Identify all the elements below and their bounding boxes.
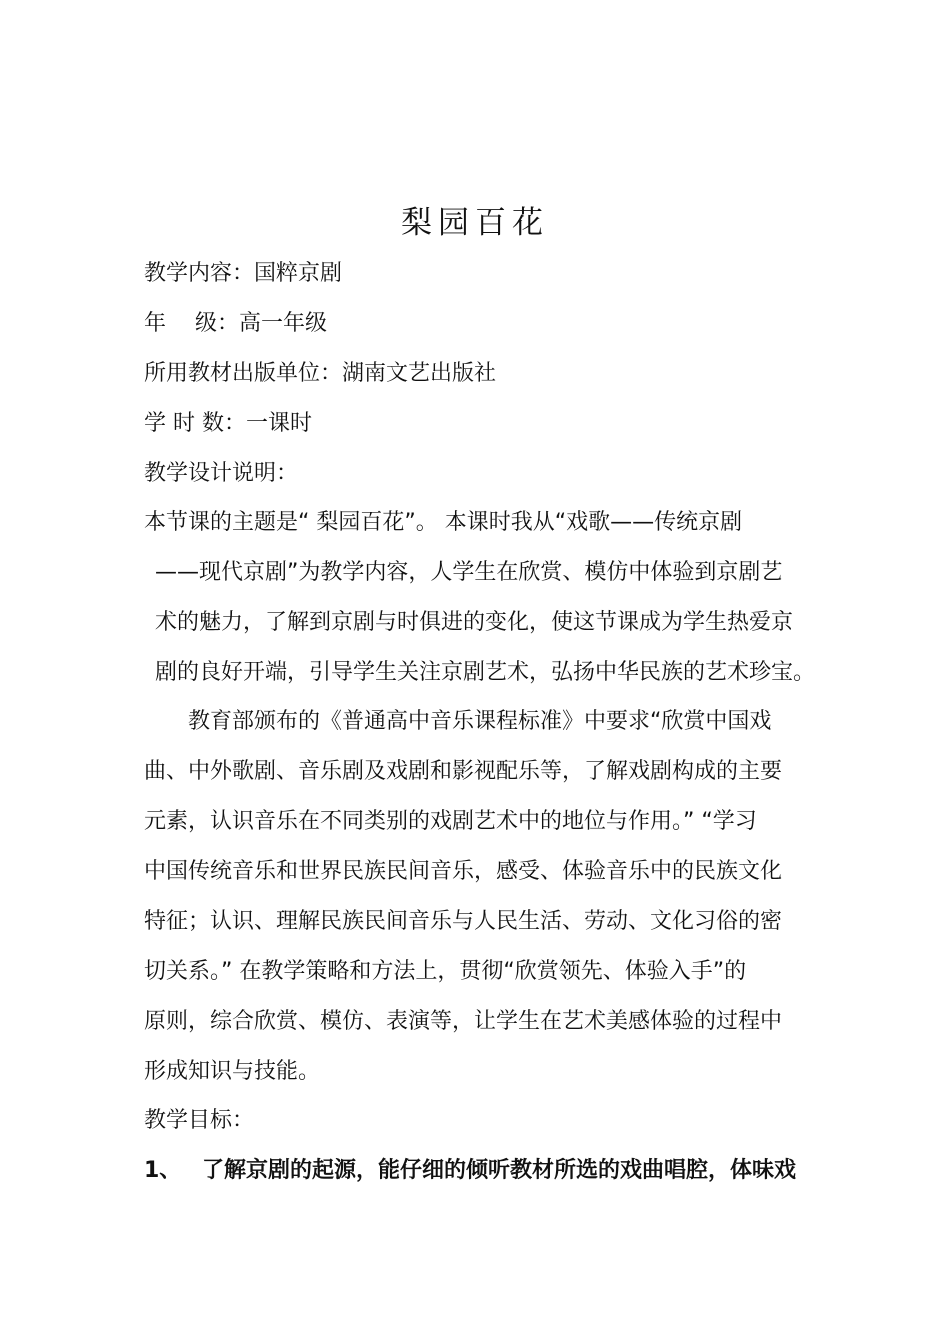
grade-line: 年 级：高一年级	[144, 311, 327, 336]
paragraph-line: ——现代京剧”为教学内容，人学生在欣赏、模仿中体验到京剧艺	[155, 560, 783, 585]
paragraph-line: 曲、中外歌剧、音乐剧及戏剧和影视配乐等，了解戏剧构成的主要	[144, 759, 783, 784]
design-notes-heading: 教学设计说明：	[144, 461, 299, 486]
paragraph-line: 剧的良好开端，引导学生关注京剧艺术，弘扬中华民族的艺术珍宝。	[155, 660, 816, 685]
paragraph-line: 术的魅力，了解到京剧与时俱进的变化，使这节课成为学生热爱京	[155, 610, 794, 635]
paragraph-line: 形成知识与技能。	[144, 1059, 321, 1084]
publisher-line: 所用教材出版单位：湖南文艺出版社	[144, 361, 497, 386]
teaching-content-line: 教学内容：国粹京剧	[144, 261, 343, 286]
class-hours-line: 学 时 数：一课时	[144, 411, 312, 436]
objectives-heading: 教学目标：	[144, 1108, 255, 1133]
document-title: 梨园百花	[401, 205, 549, 241]
paragraph-line: 切关系。” 在教学策略和方法上，贯彻“欣赏领先、体验入手”的	[144, 959, 747, 984]
objective-text: 了解京剧的起源，能仔细的倾听教材所选的戏曲唱腔，体味戏	[202, 1158, 797, 1183]
paragraph-line: 特征；认识、理解民族民间音乐与人民生活、劳动、文化习俗的密	[144, 909, 783, 934]
paragraph-line: 元素，认识音乐在不同类别的戏剧艺术中的地位与作用。” “学习	[144, 809, 757, 834]
paragraph-line: 原则，综合欣赏、模仿、表演等，让学生在艺术美感体验的过程中	[144, 1009, 783, 1034]
objective-number: 1、	[144, 1158, 182, 1183]
paragraph-line: 中国传统音乐和世界民族民间音乐，感受、体验音乐中的民族文化	[144, 859, 783, 884]
objective-item-1	[144, 1155, 796, 1187]
paragraph-line: 教育部颁布的《普通高中音乐课程标准》中要求“欣赏中国戏	[188, 709, 772, 734]
paragraph-line: 本节课的主题是“ 梨园百花”。 本课时我从“戏歌——传统京剧	[144, 510, 743, 535]
